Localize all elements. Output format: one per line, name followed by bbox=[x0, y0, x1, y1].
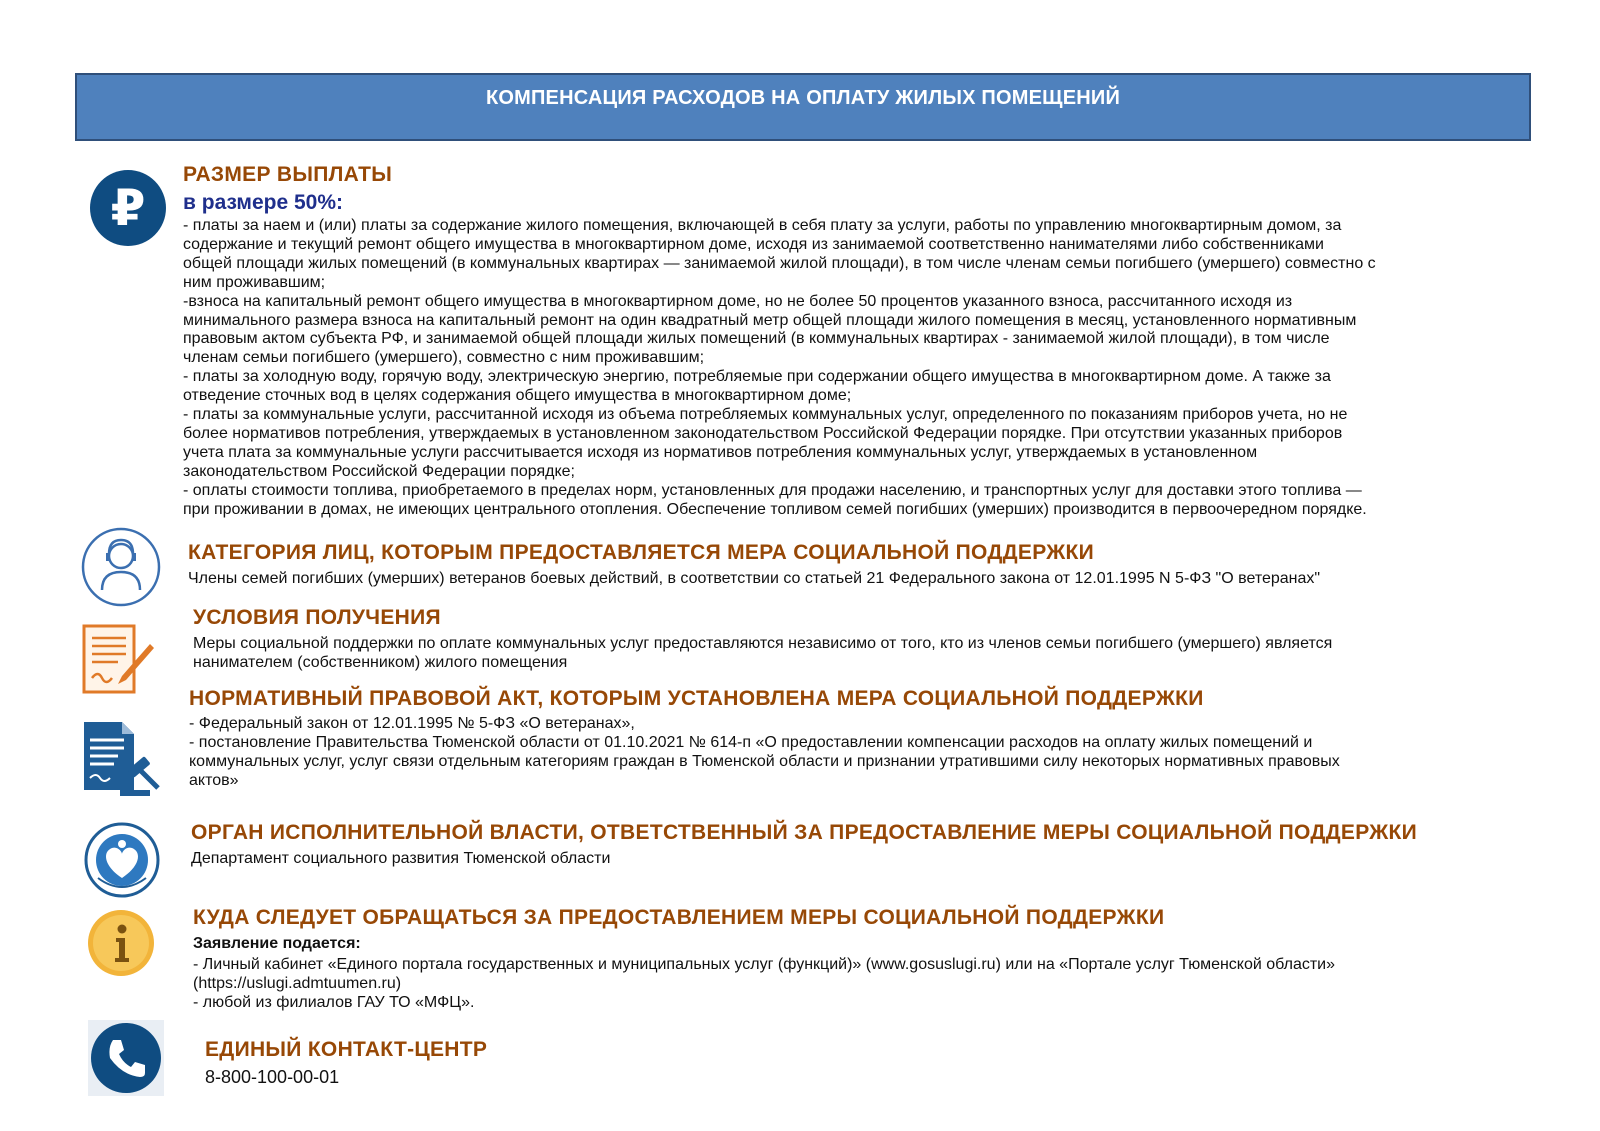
law-document-icon bbox=[80, 718, 164, 802]
contact-heading: ЕДИНЫЙ КОНТАКТ-ЦЕНТР bbox=[205, 1038, 488, 1061]
payment-line: - платы за холодную воду, горячую воду, электрическую энергию, потребляемые при содержании общего имущества в многоквартирном доме. А также за bbox=[183, 368, 1331, 386]
title-banner bbox=[75, 73, 1531, 141]
payment-line: членам семьи погибшего (умершего), совместно с ним проживавшим; bbox=[183, 349, 705, 367]
payment-line: ним проживавшим; bbox=[183, 273, 326, 291]
category-heading: КАТЕГОРИЯ ЛИЦ, КОТОРЫМ ПРЕДОСТАВЛЯЕТСЯ МЕРА СОЦИАЛЬНОЙ ПОДДЕРЖКИ bbox=[188, 541, 1095, 564]
legal-act-line: коммунальных услуг, услуг связи отдельным категориям граждан в Тюменской области и признании утратившими силу некоторых нормативных правовых bbox=[189, 752, 1340, 770]
payment-line: при проживании в домах, не имеющих центрального отопления. Обеспечение топливом семей погибших (умерших) производится в первоочередном порядке. bbox=[183, 500, 1367, 518]
legal-act-heading: НОРМАТИВНЫЙ ПРАВОВОЙ АКТ, КОТОРЫМ УСТАНОВЛЕНА МЕРА СОЦИАЛЬНОЙ ПОДДЕРЖКИ bbox=[189, 687, 1204, 710]
contact-text bbox=[205, 1068, 339, 1087]
payment-line: более нормативов потребления, утверждаемых в установленном законодательством Российской Федерации порядке. При отсутствии указанных приборов bbox=[183, 424, 1343, 442]
legal-act-line: актов» bbox=[189, 771, 239, 789]
legal-act-line: - постановление Правительства Тюменской области от 01.10.2021 № 614-п «О предоставлении компенсации расходов на оплату жилых помещений и bbox=[189, 733, 1313, 751]
payment-line: законодательством Российской Федерации порядке; bbox=[183, 462, 575, 480]
payment-line: - платы за наем и (или) платы за содержание жилого помещения, включающей в себя плату за услуги, работы по управлению многоквартирным домом, за bbox=[183, 217, 1342, 234]
legal-act-line: - Федеральный закон от 12.01.1995 № 5-ФЗ «О ветеранах», bbox=[189, 715, 635, 732]
payment-line: - платы за коммунальные услуги, рассчитанной исходя из объема потребляемых коммунальных услуг, определенного по показаниям приборов учета, но не bbox=[183, 406, 1348, 424]
payment-line: -взноса на капитальный ремонт общего имущества в многоквартирном доме, но не более 50 процентов указанного взноса, рассчитанного исходя из bbox=[183, 292, 1293, 310]
payment-subheading: в размере 50%: bbox=[183, 191, 344, 214]
authority-heading: ОРГАН ИСПОЛНИТЕЛЬНОЙ ВЛАСТИ, ОТВЕТСТВЕННЫЙ ЗА ПРЕДОСТАВЛЕНИЕ МЕРЫ СОЦИАЛЬНОЙ ПОДДЕРЖКИ bbox=[191, 821, 1418, 844]
where-heading: КУДА СЛЕДУЕТ ОБРАЩАТЬСЯ ЗА ПРЕДОСТАВЛЕНИЕМ МЕРЫ СОЦИАЛЬНОЙ ПОДДЕРЖКИ bbox=[193, 906, 1165, 929]
person-icon bbox=[80, 526, 162, 608]
info-icon bbox=[86, 908, 156, 978]
authority-line: Департамент социального развития Тюменской области bbox=[191, 850, 611, 867]
authority-text bbox=[191, 850, 610, 869]
payment-line: учета плата за коммунальные услуги рассчитывается исходя из нормативов потребления коммунальных услуг, утверждаемых в установленном bbox=[183, 443, 1258, 461]
where-intro: Заявление подается: bbox=[193, 935, 361, 952]
category-text bbox=[188, 570, 1320, 589]
payment-text bbox=[183, 217, 1376, 520]
payment-line: отведение сточных вод в целях содержания общего имущества в многоквартирном доме; bbox=[183, 387, 852, 405]
payment-line: содержание и текущий ремонт общего имущества в многоквартирном доме, исходя из занимаемой соответственно нанимателями либо собственниками bbox=[183, 235, 1324, 253]
where-text bbox=[193, 935, 1335, 1013]
document-sign-icon bbox=[80, 622, 156, 698]
phone-icon bbox=[88, 1020, 164, 1096]
payment-line: правовым актом субъекта РФ, и занимаемой общей площади жилых помещений (в коммунальных квартирах - занимаемой жилой площади), в том числе bbox=[183, 330, 1330, 348]
payment-line: общей площади жилых помещений (в коммунальных квартирах — занимаемой жилой площади), в том числе членам семьи погибшего (умершего) совместно с bbox=[183, 254, 1376, 272]
svg-text:₽: ₽ bbox=[110, 179, 146, 237]
category-line: Члены семей погибших (умерших) ветеранов боевых действий, в соответствии со статьей 21 Федерального закона от 12.01.1995 N 5-ФЗ "О ветеранах" bbox=[188, 570, 1321, 587]
legal-act-text bbox=[189, 715, 1340, 791]
where-line: - любой из филиалов ГАУ ТО «МФЦ». bbox=[193, 993, 475, 1011]
ruble-icon bbox=[88, 168, 168, 248]
where-line: (https://uslugi.admtuumen.ru) bbox=[193, 974, 402, 992]
conditions-line: нанимателем (собственником) жилого помещения bbox=[193, 653, 568, 671]
payment-line: минимального размера взноса на капитальный ремонт на один квадратный метр общей площади жилого помещения в месяц, установленного нормативным bbox=[183, 311, 1357, 329]
conditions-line: Меры социальной поддержки по оплате коммунальных услуг предоставляются независимо от того, кто из членов семьи погибшего (умершего) является bbox=[193, 635, 1333, 652]
department-logo-icon bbox=[84, 822, 160, 898]
page-title: КОМПЕНСАЦИЯ РАСХОДОВ НА ОПЛАТУ ЖИЛЫХ ПОМЕЩЕНИЙ bbox=[485, 87, 1121, 109]
conditions-text bbox=[193, 635, 1332, 673]
where-line: - Личный кабинет «Единого портала государственных и муниципальных услуг (функций)» (www.gosuslugi.ru) или на «Портале услуг Тюменской области» bbox=[193, 955, 1336, 973]
conditions-heading: УСЛОВИЯ ПОЛУЧЕНИЯ bbox=[193, 606, 441, 629]
contact-phone: 8-800-100-00-01 bbox=[205, 1067, 340, 1087]
payment-line: - оплаты стоимости топлива, приобретаемого в пределах норм, установленных для продажи населению, и транспортных услуг для доставки этого топлива — bbox=[183, 481, 1362, 499]
payment-heading: РАЗМЕР ВЫПЛАТЫ bbox=[183, 163, 393, 186]
